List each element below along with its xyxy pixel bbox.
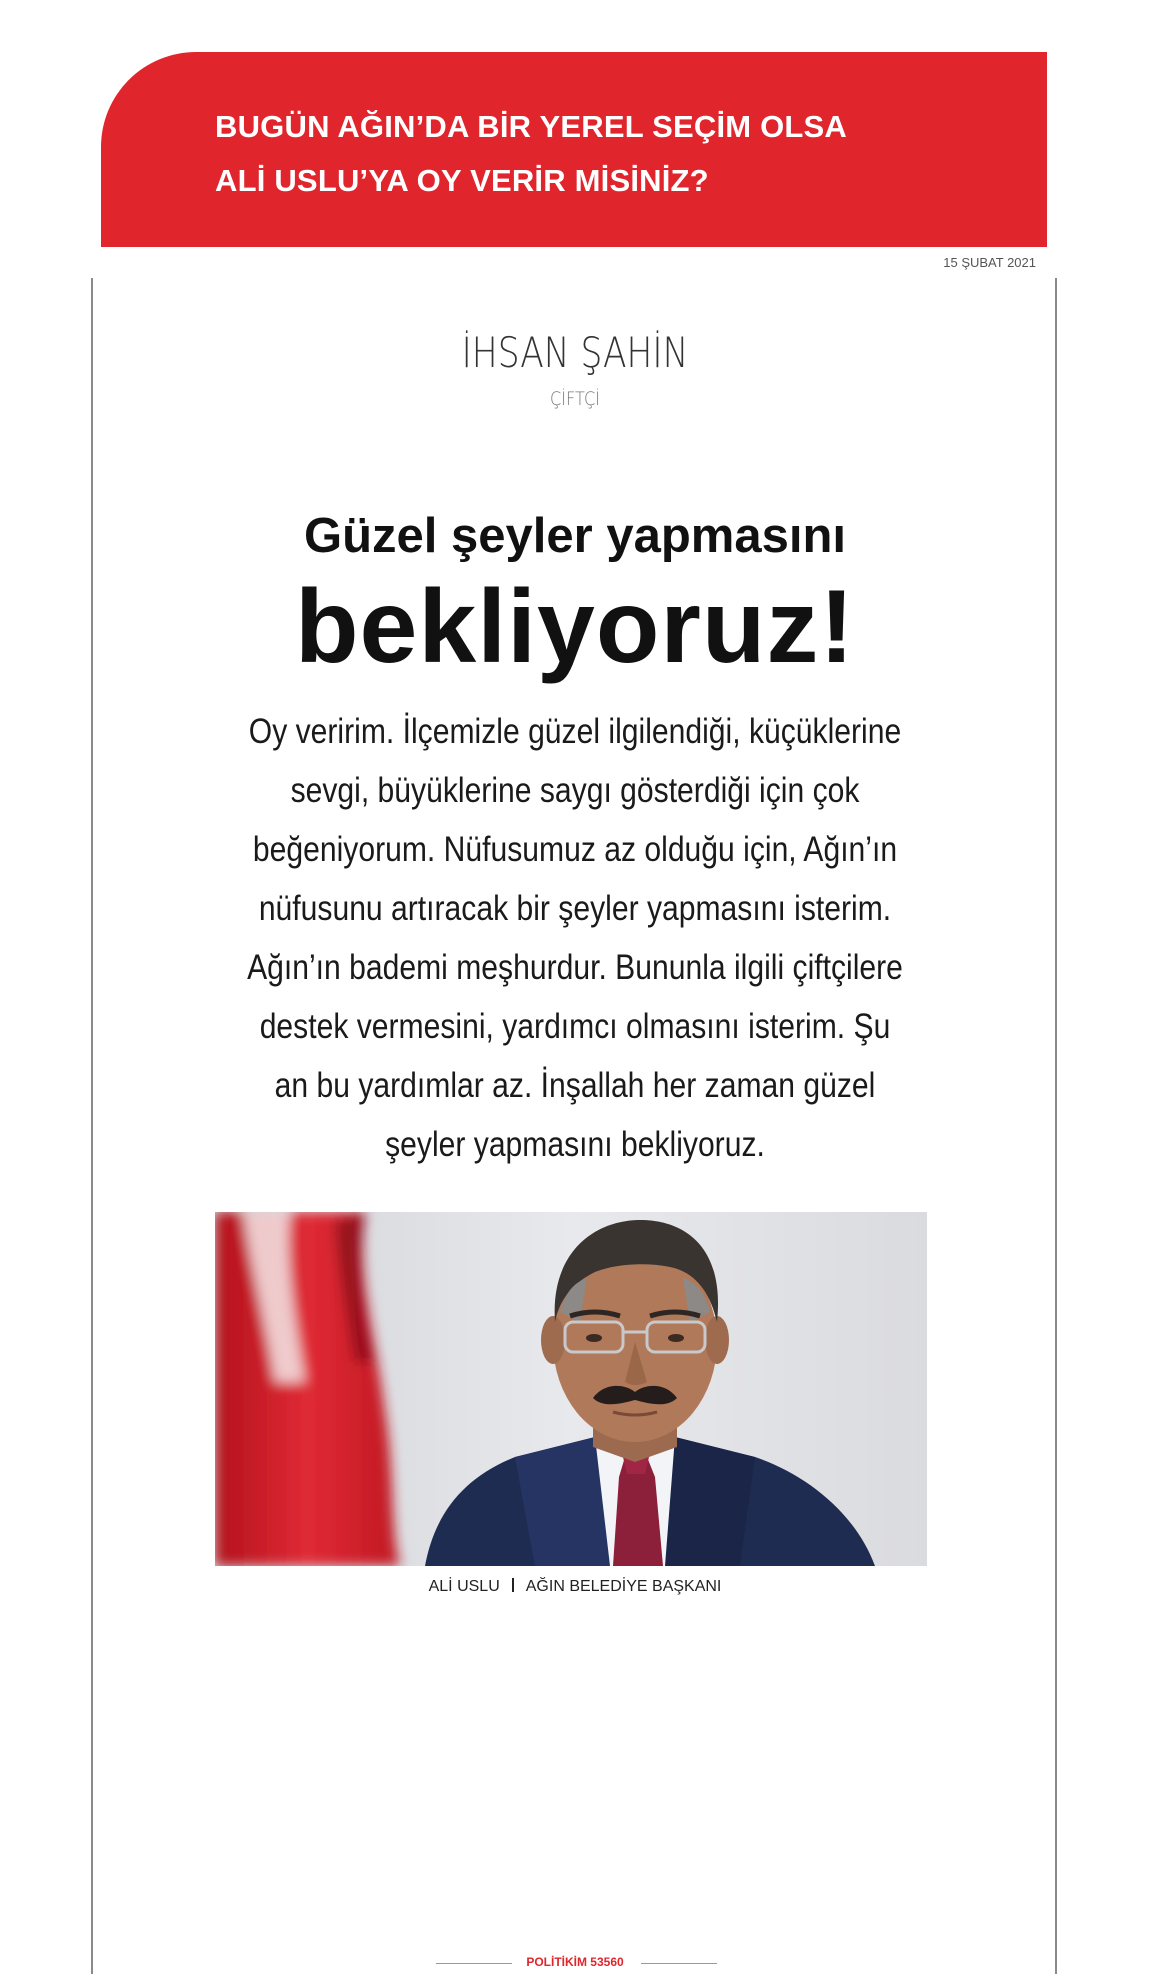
photo-caption xyxy=(0,1578,1150,1596)
caption-title: AĞIN BELEDİYE BAŞKANI xyxy=(525,1578,722,1595)
author-name: İHSAN ŞAHİN xyxy=(461,328,689,377)
body-line: nüfusunu artıracak bir şeyler yapmasını isterim. xyxy=(258,889,892,928)
publication-date: 15 ŞUBAT 2021 xyxy=(943,255,1036,270)
caption-separator xyxy=(512,1578,514,1592)
body-line: Ağın’ın bademi meşhurdur. Bununla ilgili çiftçilere xyxy=(247,948,903,987)
author-role: ÇİFTÇİ xyxy=(549,388,600,410)
caption-name: ALİ USLU xyxy=(428,1578,500,1595)
portrait-illustration xyxy=(215,1212,927,1566)
portrait-photo xyxy=(215,1212,927,1566)
article-body xyxy=(235,702,914,1174)
page-title xyxy=(215,100,1015,208)
body-line: Oy veririm. İlçemizle güzel ilgilendiği, küçüklerine xyxy=(248,712,902,751)
body-line: şeyler yapmasını bekliyoruz. xyxy=(385,1125,765,1164)
body-line: sevgi, büyüklerine saygı gösterdiği için çok xyxy=(290,771,860,810)
headline-line-1: Güzel şeyler yapmasını xyxy=(304,509,846,563)
title-line-2: ALİ USLU’YA OY VERİR MİSİNİZ? xyxy=(215,163,709,198)
title-line-1: BUGÜN AĞIN’DA BİR YEREL SEÇİM OLSA xyxy=(215,109,848,144)
headline-line-2: bekliyoruz! xyxy=(295,569,855,685)
body-line: an bu yardımlar az. İnşallah her zaman güzel xyxy=(274,1066,876,1105)
body-line: beğeniyorum. Nüfusumuz az olduğu için, Ağın’ın xyxy=(252,830,898,869)
body-line: destek vermesini, yardımcı olmasını isterim. Şu xyxy=(259,1007,891,1046)
footer-label: POLİTİKİM 53560 xyxy=(526,1955,624,1969)
